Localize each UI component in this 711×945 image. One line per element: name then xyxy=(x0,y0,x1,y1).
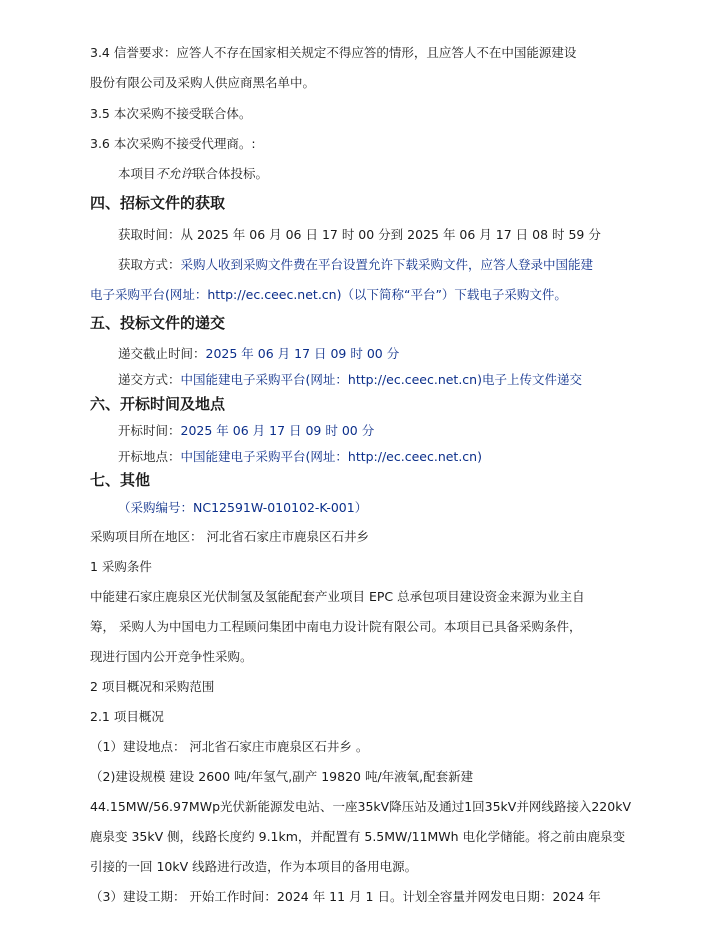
construction-scale-line2: 44.15MW/56.97MWp光伏新能源发电站、一座35kV降压站及通过1回35kV并网线路接入220kV xyxy=(90,799,631,814)
construction-period: （3）建设工期： 开始工作时间：2024 年 11 月 1 日。计划全容量并网发电日期：2024 年 xyxy=(90,889,601,904)
consortium-note-prefix: 本项目 xyxy=(118,166,156,181)
conditions-line1: 中能建石家庄鹿泉区光伏制氢及氢能配套产业项目 EPC 总承包项目建设资金来源为业主自 xyxy=(90,589,585,604)
heading-procurement-conditions: 1 采购条件 xyxy=(90,559,152,574)
clause-3-5: 3.5 本次采购不接受联合体。 xyxy=(90,106,252,121)
project-region: 采购项目所在地区： 河北省石家庄市鹿泉区石井乡 xyxy=(90,529,369,544)
procurement-number: （采购编号：NC12591W-010102-K-001） xyxy=(118,500,368,515)
submit-way xyxy=(118,371,582,389)
section-4-title: 四、招标文件的获取 xyxy=(90,194,226,212)
construction-site: （1）建设地点： 河北省石家庄市鹿泉区石井乡 。 xyxy=(90,739,369,754)
submit-way-value: 中国能建电子采购平台(网址：http://ec.ceec.net.cn)电子上传文件递交 xyxy=(180,372,582,387)
open-time-value: 2025 年 06 月 17 日 09 时 00 分 xyxy=(180,423,375,438)
open-place-label: 开标地点： xyxy=(118,449,181,464)
construction-scale-line4: 引接的一回 10kV 线路进行改造，作为本项目的备用电源。 xyxy=(90,859,418,874)
heading-overview-scope: 2 项目概况和采购范围 xyxy=(90,679,215,694)
construction-scale-line3: 鹿泉变 35kV 侧，线路长度约 9.1km，并配置有 5.5MW/11MWh 电化学储能。将之前由鹿泉变 xyxy=(90,829,626,844)
consortium-note-emphasis: 不允许 xyxy=(155,166,194,181)
section-6-title: 六、开标时间及地点 xyxy=(90,395,226,413)
construction-scale-line1: （2)建设规模 建设 2600 吨/年氢气,副产 19820 吨/年液氧,配套新建 xyxy=(90,769,474,784)
obtain-time xyxy=(118,226,601,244)
consortium-note xyxy=(118,165,268,183)
obtain-way-label: 获取方式： xyxy=(118,257,181,272)
obtain-time-label: 获取时间： xyxy=(118,227,181,242)
conditions-line3: 现进行国内公开竞争性采购。 xyxy=(90,649,253,664)
section-5-title: 五、投标文件的递交 xyxy=(90,314,226,332)
obtain-way-value: 采购人收到采购文件费在平台设置允许下载采购文件，应答人登录中国能建 xyxy=(180,257,594,272)
obtain-way-line2: 电子采购平台(网址：http://ec.ceec.net.cn)（以下简称“平台”）下载电子采购文件。 xyxy=(90,287,567,302)
clause-3-6: 3.6 本次采购不接受代理商。: xyxy=(90,136,256,151)
clause-3-4-line2: 股份有限公司及采购人供应商黑名单中。 xyxy=(90,75,316,90)
obtain-way-line1 xyxy=(118,256,593,274)
submit-deadline-label: 递交截止时间： xyxy=(118,346,206,361)
submit-deadline-value: 2025 年 06 月 17 日 09 时 00 分 xyxy=(205,346,400,361)
section-7-title: 七、其他 xyxy=(90,471,151,489)
open-time-label: 开标时间： xyxy=(118,423,181,438)
submit-way-label: 递交方式： xyxy=(118,372,181,387)
heading-project-overview: 2.1 项目概况 xyxy=(90,709,164,724)
open-place-value: 中国能建电子采购平台(网址：http://ec.ceec.net.cn) xyxy=(180,449,482,464)
conditions-line2: 筹， 采购人为中国电力工程顾问集团中南电力设计院有限公司。本项目已具备采购条件， xyxy=(90,619,582,634)
clause-3-4-line1: 3.4 信誉要求：应答人不存在国家相关规定不得应答的情形，且应答人不在中国能源建设 xyxy=(90,45,577,60)
submit-deadline xyxy=(118,345,399,363)
consortium-note-suffix: 联合体投标。 xyxy=(193,166,269,181)
open-place xyxy=(118,448,482,466)
obtain-time-value: 从 2025 年 06 月 06 日 17 时 00 分到 2025 年 06 月 17 日 08 时 59 分 xyxy=(180,227,601,242)
open-time xyxy=(118,422,374,440)
